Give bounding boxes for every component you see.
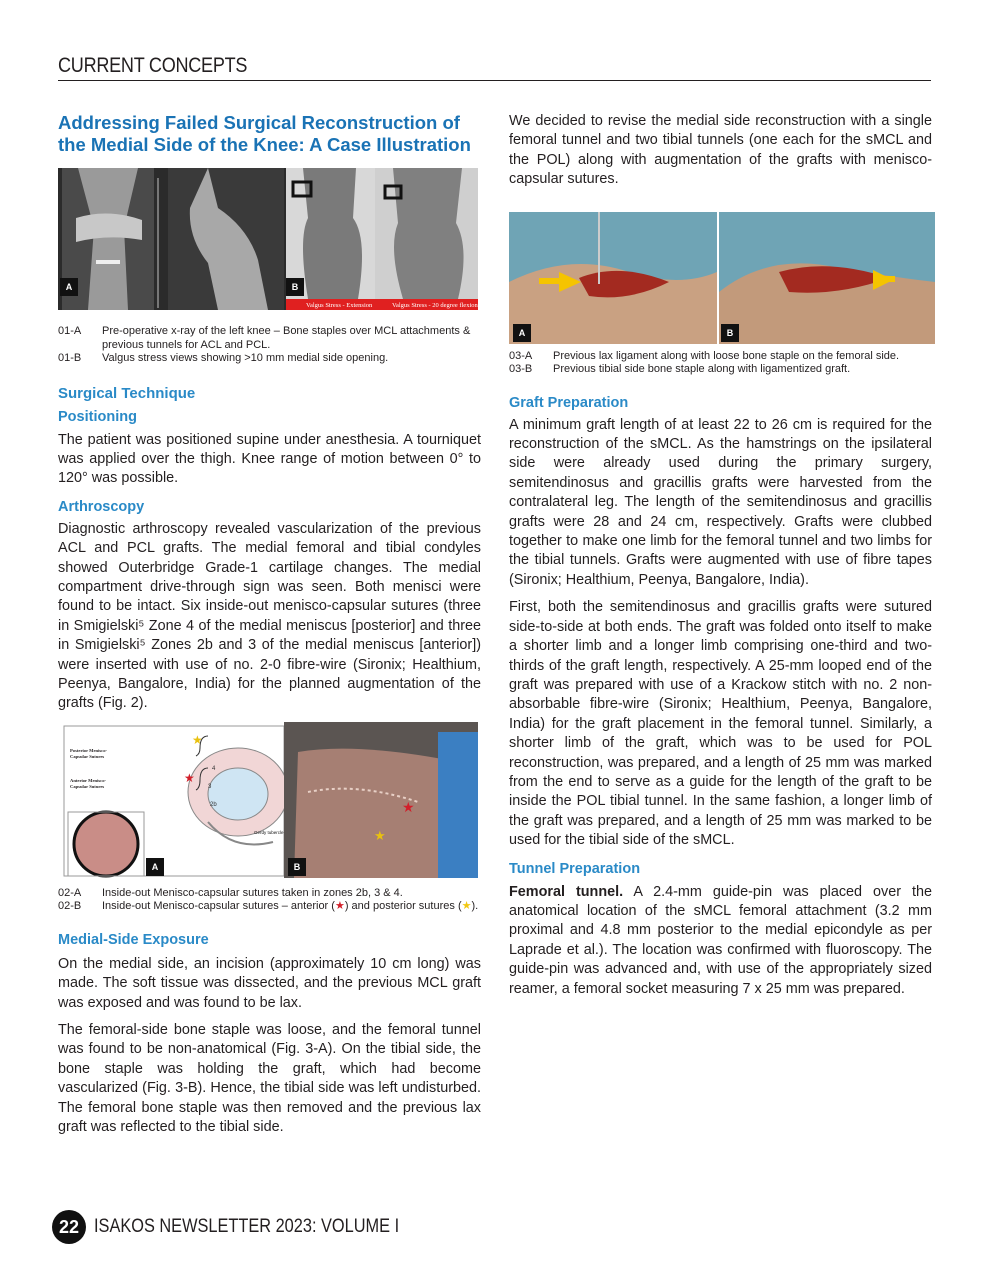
heading-medial-exposure: Medial-Side Exposure bbox=[58, 931, 209, 948]
footer-title: ISAKOS NEWSLETTER 2023: VOLUME I bbox=[94, 1216, 400, 1237]
medial-exposure-p1: On the medial side, an incision (approximately 10 cm long) was made. The soft tissue was dissected, and the previous MCL graft was exposed and was found to be lax. bbox=[58, 955, 481, 1011]
heading-graft-preparation: Graft Preparation bbox=[509, 394, 629, 411]
figure-3 bbox=[509, 212, 935, 344]
svg-text:2b: 2b bbox=[210, 801, 217, 808]
posterior-label: Posterior Menisco-Capsular Sutures bbox=[70, 747, 108, 759]
positioning-text: The patient was positioned supine under anesthesia. A tourniquet was applied over the thigh. Knee range of motion between 0° to 120° was possible. bbox=[58, 431, 481, 487]
fig3-tag-a: A bbox=[513, 324, 531, 342]
heading-positioning: Positioning bbox=[58, 408, 137, 425]
gerdy-label: Gerdy tubercle bbox=[254, 829, 284, 835]
right-column bbox=[509, 112, 932, 1007]
caption: 01-A Pre-operative x-ray of the left knee – Bone staples over MCL attachments & previous tunnels for ACL and PCL. bbox=[58, 325, 471, 351]
meniscus-diagram bbox=[58, 722, 478, 878]
femoral-tunnel-label: Femoral tunnel. bbox=[509, 883, 624, 900]
graft-prep-p1: A minimum graft length of at least 22 to 26 cm is required for the reconstruction of the sMCL. As the hamstrings on the ipsilateral side were already used during the primary surgery, semitendinosus and gracillis grafts were harvested from the contralateral leg. The length of the semitendinosus and gracillis grafts were 28 and 24 cm, respectively. Grafts were clubbed together to make one limb for the femoral tunnel and two limbs for the tibial tunnels. Grafts were augmented with use of fibre tapes (Sironix; Healthium, Peenya, Bangalore, India). bbox=[509, 416, 932, 588]
page-footer bbox=[52, 1210, 449, 1244]
svg-text:3: 3 bbox=[208, 783, 212, 790]
fig2-tag-a: A bbox=[146, 858, 164, 876]
caption: 01-B Valgus stress views showing >10 mm medial side opening. bbox=[58, 352, 389, 364]
fig2-captions bbox=[58, 887, 481, 914]
left-column bbox=[58, 112, 481, 1145]
red-star-icon: ★ bbox=[334, 900, 345, 913]
label-flexion: Valgus Stress - 20 degree flexion bbox=[392, 302, 478, 309]
caption: 02-B Inside-out Menisco-capsular sutures – anterior (★) and posterior sutures (★). bbox=[58, 900, 479, 913]
star-icon: ★ bbox=[192, 732, 203, 747]
intro-text: We decided to revise the medial side reconstruction with a single femoral tunnel and two tibial tunnels (one each for the sMCL and the POL) along with augmentation of the grafts with menisco-capsular sutures. bbox=[509, 113, 932, 188]
anterior-label: Anterior Menisco-Capsular Sutures bbox=[70, 777, 107, 789]
svg-text:4: 4 bbox=[212, 765, 216, 772]
heading-tunnel-preparation: Tunnel Preparation bbox=[509, 860, 641, 877]
fig1-captions bbox=[58, 325, 481, 366]
article-title: Addressing Failed Surgical Reconstruction of the Medial Side of the Knee: A Case Illustration bbox=[58, 112, 471, 155]
yellow-star-icon: ★ bbox=[461, 900, 472, 913]
graft-prep-p2: First, both the semitendinosus and gracillis grafts were sutured side-to-side at both ends. The graft was folded onto itself to make a shorter limb and a longer limb comprising one-third and two-thirds of the graft length, respectively. A 25-mm looped end of the graft was prepared with use of a Krackow stitch with no. 2 non-absorbable fibre-wire (Sironix; Healthium, Peenya, Bangalore, India) for the graft placement in the femoral tunnel. Similarly, a shorter limb of the graft, which was to be used for POL reconstruction, was prepared, and a length of 25 mm was marked from the end to serve as a guide for the length of the graft to be inside the POL tibial tunnel. In the same fashion, a longer limb of the graft was prepared, and a length of 25 mm was marked to be used for the tibial side of the sMCL. bbox=[509, 599, 932, 849]
medial-exposure-p2: The femoral-side bone staple was loose, and the femoral tunnel was found to be non-anatomical (Fig. 3-A). On the tibial side, the bone staple was holding the graft, which had become vascularized (Fig. 3-B). Hence, the tibial side was left undisturbed. The femoral bone staple was then removed and the previous lax graft was reflected to the tibial side. bbox=[58, 1022, 481, 1136]
fig2-tag-b: B bbox=[288, 858, 306, 876]
label-extension: Valgus Stress - Extension bbox=[306, 302, 373, 309]
arthroscopy-text: Diagnostic arthroscopy revealed vascularization of the previous ACL and PCL grafts. The medial femoral and tibial condyles showed Outerbridge Grade-1 cartilage changes. The medial compartment drive-through sign was seen. Both menisci were found to be intact. Six inside-out menisco-capsular sutures (three in Smigielski⁵ Zone 4 of the medial meniscus [posterior] and three in Smigielski⁵ Zones 2b and 3 of the medial meniscus [anterior]) were inserted with use of no. 2-0 fibre-wire (Sironix; Healthium, Peenya, Bangalore, India) for the planned augmentation of the grafts (Fig. 2). bbox=[58, 520, 481, 712]
section-header bbox=[58, 54, 931, 81]
heading-surgical-technique: Surgical Technique bbox=[58, 384, 196, 402]
star-icon: ★ bbox=[402, 798, 415, 815]
figure-2 bbox=[58, 722, 478, 878]
fig1-tag-b: B bbox=[286, 278, 304, 296]
tunnel-prep-text: Femoral tunnel. A 2.4-mm guide-pin was placed over the anatomical location of the sMCL femoral attachment (3.2 mm proximal and 4.8 mm posterior to the medial epicondyle as per Laprade et al.). The location was confirmed with fluoroscopy. The guide-pin was advanced and, with use of the appropriately sized reamer, a femoral socket measuring 7 x 25 mm was prepared. bbox=[509, 883, 932, 997]
fig3-tag-b: B bbox=[721, 324, 739, 342]
section-title: CURRENT CONCEPTS bbox=[58, 54, 248, 77]
star-icon: ★ bbox=[184, 770, 195, 785]
figure-1 bbox=[58, 168, 478, 310]
heading-arthroscopy: Arthroscopy bbox=[58, 498, 145, 515]
fig3-captions bbox=[509, 350, 932, 377]
caption: 02-A Inside-out Menisco-capsular sutures taken in zones 2b, 3 & 4. bbox=[58, 886, 403, 899]
fig1-tag-a: A bbox=[60, 278, 78, 296]
xray-images bbox=[58, 168, 478, 310]
caption: 03-A Previous lax ligament along with loose bone staple on the femoral side. bbox=[509, 349, 900, 362]
page-number: 22 bbox=[52, 1210, 86, 1244]
star-icon: ★ bbox=[374, 827, 386, 843]
caption: 03-B Previous tibial side bone staple along with ligamentized graft. bbox=[509, 363, 851, 376]
